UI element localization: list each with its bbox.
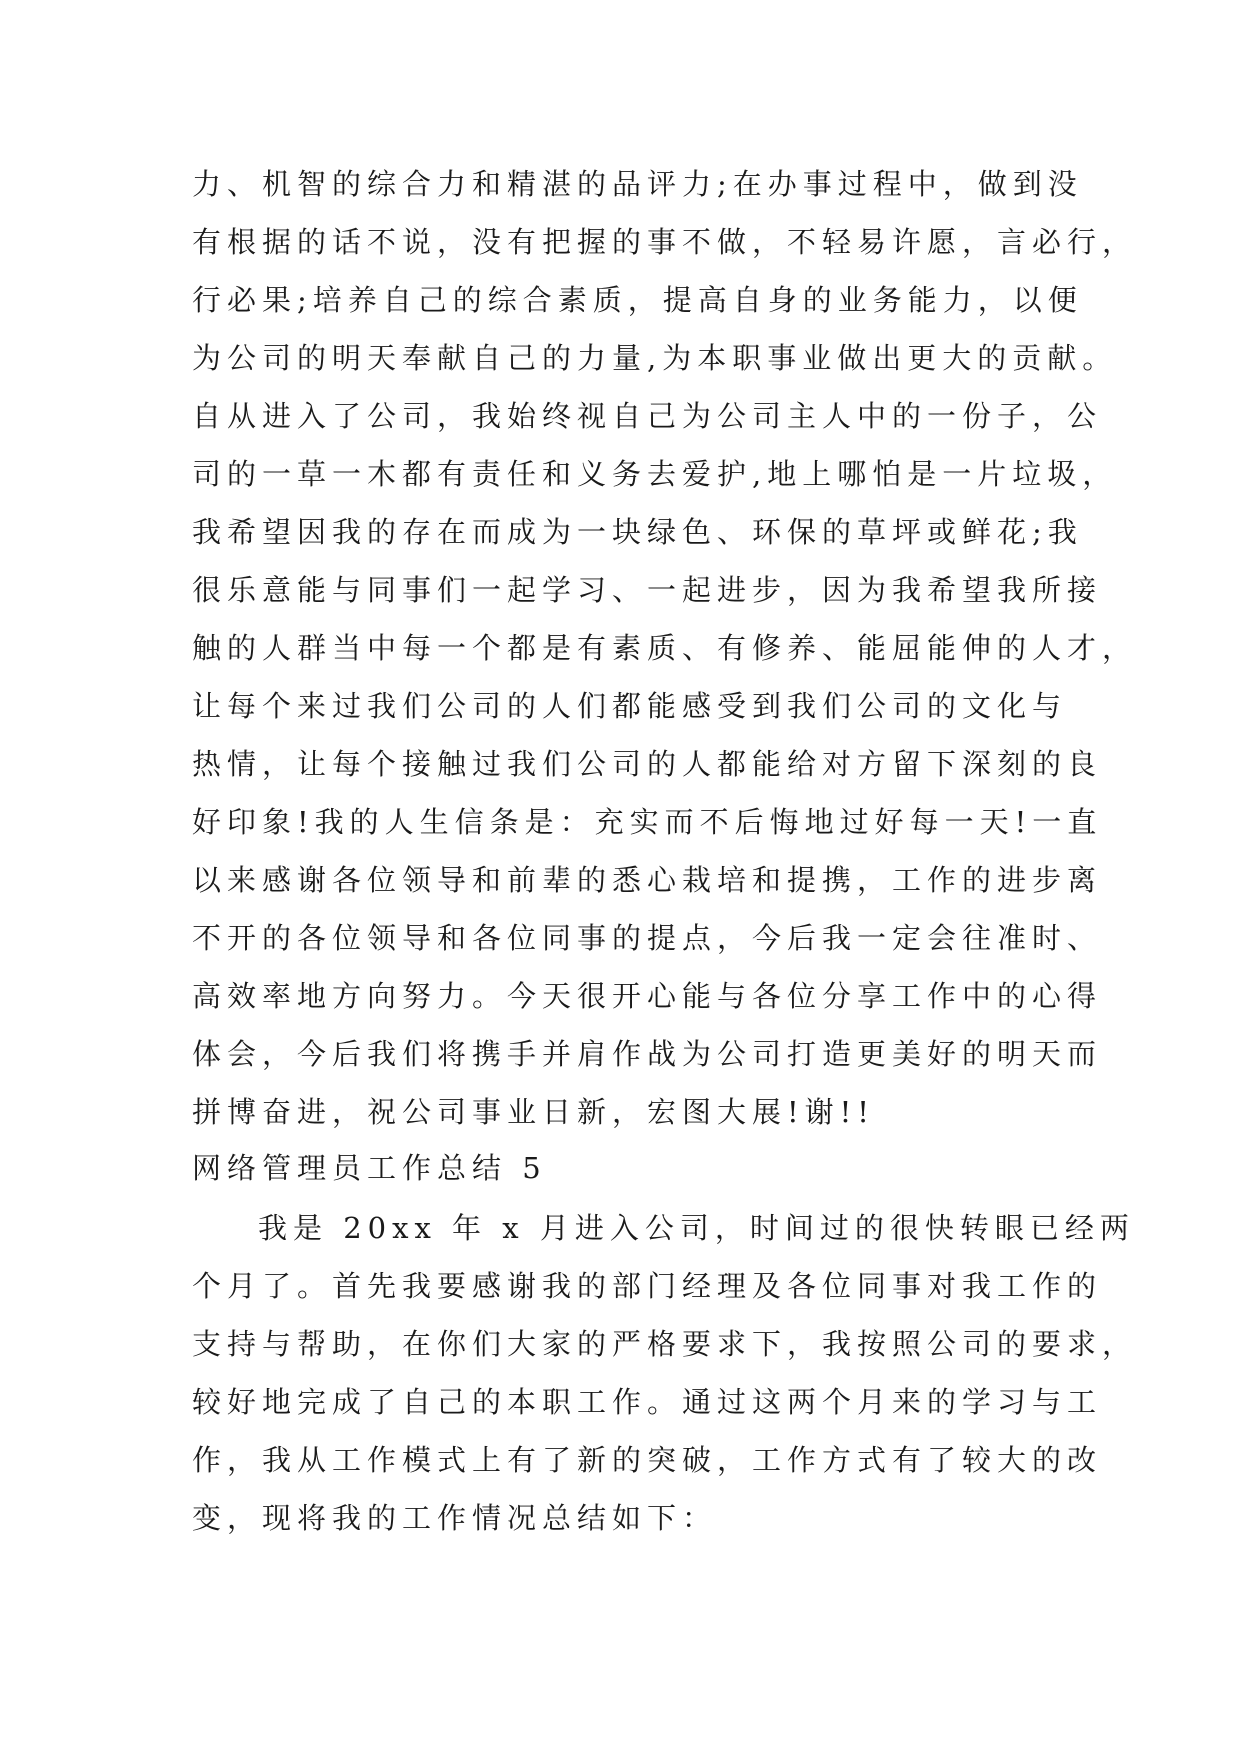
body-text-line: 触的人群当中每一个都是有素质、有修养、能屈能伸的人才， xyxy=(192,631,1138,665)
body-text-line: 让每个来过我们公司的人们都能感受到我们公司的文化与 xyxy=(192,689,1068,723)
body-text-line: 为公司的明天奉献自己的力量,为本职事业做出更大的贡献。 xyxy=(192,341,1118,375)
body-text-line: 很乐意能与同事们一起学习、一起进步，因为我希望我所接 xyxy=(192,573,1103,607)
body-text-line: 高效率地方向努力。今天很开心能与各位分享工作中的心得 xyxy=(192,979,1103,1013)
body-text-line: 我希望因我的存在而成为一块绿色、环保的草坪或鲜花;我 xyxy=(192,515,1083,549)
body-text-line: 个月了。首先我要感谢我的部门经理及各位同事对我工作的 xyxy=(192,1269,1103,1303)
body-text-line: 作，我从工作模式上有了新的突破，工作方式有了较大的改 xyxy=(192,1443,1103,1477)
body-text-line: 体会，今后我们将携手并肩作战为公司打造更美好的明天而 xyxy=(192,1037,1103,1071)
body-text-line: 较好地完成了自己的本职工作。通过这两个月来的学习与工 xyxy=(192,1385,1103,1419)
body-text-line: 拼博奋进，祝公司事业日新，宏图大展!谢!! xyxy=(192,1095,875,1129)
body-text-line: 司的一草一木都有责任和义务去爱护,地上哪怕是一片垃圾， xyxy=(192,457,1118,491)
body-text-line: 以来感谢各位领导和前辈的悉心栽培和提携，工作的进步离 xyxy=(192,863,1103,897)
body-text-line: 热情，让每个接触过我们公司的人都能给对方留下深刻的良 xyxy=(192,747,1103,781)
body-text-line: 我是 20xx 年 x 月进入公司，时间过的很快转眼已经两 xyxy=(258,1211,1135,1245)
section-heading: 网络管理员工作总结 5 xyxy=(192,1151,547,1185)
body-text-line: 变，现将我的工作情况总结如下： xyxy=(192,1501,718,1535)
body-text-line: 行必果;培养自己的综合素质，提高自身的业务能力，以便 xyxy=(192,283,1083,317)
body-text-line: 好印象!我的人生信条是：充实而不后悔地过好每一天!一直 xyxy=(192,805,1103,839)
body-text-line: 不开的各位领导和各位同事的提点，今后我一定会往准时、 xyxy=(192,921,1103,955)
body-text-line: 力、机智的综合力和精湛的品评力;在办事过程中，做到没 xyxy=(192,167,1083,201)
body-text-line: 自从进入了公司，我始终视自己为公司主人中的一份子，公 xyxy=(192,399,1103,433)
body-text-line: 支持与帮助，在你们大家的严格要求下，我按照公司的要求， xyxy=(192,1327,1138,1361)
body-text-line: 有根据的话不说，没有把握的事不做，不轻易许愿，言必行， xyxy=(192,225,1138,259)
